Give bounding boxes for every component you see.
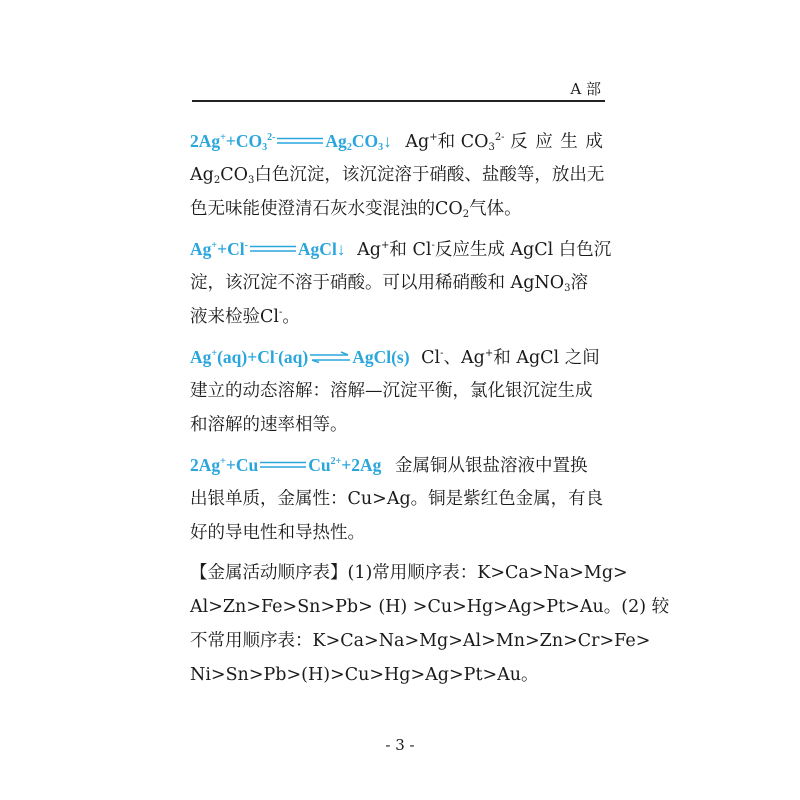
description-text: Ag+和 $CO_3^{2-}$ 反 应 生 成 bbox=[405, 132, 604, 153]
text-line bbox=[190, 124, 608, 158]
paragraph-agcl-equilibrium bbox=[190, 340, 608, 442]
text-line: Ni>Sn>Pb>(H)>Cu>Hg>Ag>Pt>Au。 bbox=[190, 665, 539, 685]
text-line: $Ag_2CO_3$白色沉淀，该沉淀溶于硝酸、盐酸等，放出无 bbox=[190, 165, 605, 186]
section-label: A 部 bbox=[570, 80, 601, 98]
paragraph-ag2co3 bbox=[190, 124, 608, 226]
text-line: 出银单质，金属性：Cu>Ag。铜是紫红色金属，有良 bbox=[190, 489, 604, 509]
equation-cu-displacement: 2Ag++Cu $Cu^{2+}+2Ag$ bbox=[190, 455, 382, 475]
text-line: Al>Zn>Fe>Sn>Pb> (H) >Cu>Hg>Ag>Pt>Au。(2) 较 bbox=[190, 597, 670, 617]
description-text: 金属铜从银盐溶液中置换 bbox=[394, 456, 588, 476]
text-line: 淀，该沉淀不溶于硝酸。可以用稀硝酸和 AgNO$_3$溶 bbox=[190, 273, 588, 294]
text-line: 液来检验Cl-。 bbox=[190, 307, 300, 327]
equals-arrow-icon bbox=[250, 245, 296, 253]
equals-arrow-icon bbox=[277, 137, 323, 145]
description-text: Ag+和 Cl-反应生成 AgCl 白色沉 bbox=[357, 240, 612, 260]
text-line: 不常用顺序表：K>Ca>Na>Mg>Al>Mn>Zn>Cr>Fe> bbox=[190, 631, 651, 651]
paragraph-activity-series bbox=[190, 556, 670, 692]
equation-ag2co3: $2Ag^++CO_3^{2-}$ $Ag_2CO_3↓$ bbox=[190, 131, 392, 153]
text-line: 色无味能使澄清石灰水变混浊的$CO_2$气体。 bbox=[190, 199, 522, 220]
equals-arrow-icon bbox=[260, 461, 306, 469]
equilibrium-arrow-icon bbox=[310, 352, 350, 362]
paragraph-agcl bbox=[190, 232, 612, 334]
text-line bbox=[190, 340, 608, 374]
page-content bbox=[190, 124, 670, 692]
text-line: 建立的动态溶解：溶解—沉淀平衡，氯化银沉淀生成 bbox=[190, 381, 593, 401]
text-line: 【金属活动顺序表】(1)常用顺序表：K>Ca>Na>Mg> bbox=[190, 563, 628, 583]
page-header bbox=[192, 78, 605, 102]
text-line: 和溶解的速率相等。 bbox=[190, 415, 348, 435]
paragraph-cu-displacement bbox=[190, 448, 608, 550]
text-line bbox=[190, 232, 612, 266]
description-text: Cl-、Ag+和 AgCl 之间 bbox=[421, 348, 600, 368]
page-number: - 3 - bbox=[385, 736, 415, 754]
text-line bbox=[190, 448, 608, 482]
text-line: 好的导电性和导热性。 bbox=[190, 523, 365, 543]
equation-agcl-equilibrium: Ag+(aq)+Cl-(aq) AgCl(s) bbox=[190, 347, 410, 367]
equation-agcl: Ag++Cl- AgCl↓ bbox=[190, 239, 346, 259]
